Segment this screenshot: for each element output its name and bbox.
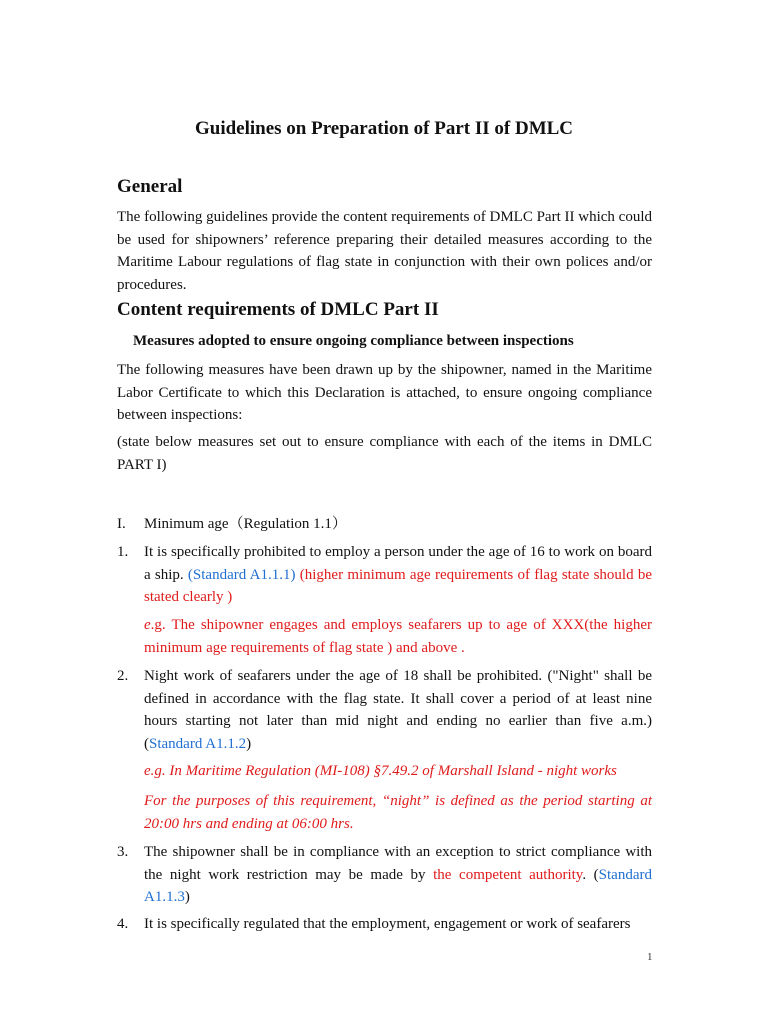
item-1-body: It is specifically prohibited to employ a person under the age of 16 to work on board a ship. [144, 544, 652, 583]
item-2-number: 2. [117, 668, 129, 684]
content-heading: Content requirements of DMLC Part II [117, 299, 439, 320]
item-1-text [144, 541, 652, 609]
item-4-text: It is specifically regulated that the employment, engagement or work of seafarers [144, 916, 631, 932]
item-2-text [144, 665, 652, 755]
item-2-example-2: For the purposes of this requirement, “night” is defined as the period starting at 20:00 hrs and ending at 06:00 hrs. [144, 793, 652, 832]
item-2-example-1: e.g. In Maritime Regulation (MI-108) §7.49.2 of Marshall Island - night works [144, 763, 617, 779]
general-paragraph: The following guidelines provide the content requirements of DMLC Part II which could be used for shipowners’ reference preparing their detailed measures according to the Maritime Labour regulations of flag state in conjunction with their own polices and/or procedures. [117, 209, 652, 293]
item-1-number: 1. [117, 544, 129, 560]
item-3-authority: the competent authority [433, 866, 583, 883]
state-below-paragraph: (state below measures set out to ensure compliance with each of the items in DMLC PART I) [117, 434, 652, 473]
item-3-body-mid: . ( [582, 866, 599, 883]
item-4-number: 4. [117, 916, 129, 932]
item-1-example-text: .g. The shipowner engages and employs seafarers up to age of XXX(the higher minimum age requirements of flag state ) and above . [144, 617, 652, 656]
item-2-body: Night work of seafarers under the age of 18 shall be prohibited. ("Night" shall be defined in accordance with the flag state. It shall cover a period of at least nine hours starting not later than mid night and ending no earlier than five a.m.) ( [144, 668, 652, 752]
item-3-body: The shipowner shall be in compliance with an exception to strict compliance with the night work restriction may be made by [144, 844, 652, 883]
section-label: Minimum age（Regulation 1.1） [144, 516, 347, 532]
item-3-number: 3. [117, 844, 129, 860]
item-2-body-end: ) [246, 735, 252, 752]
measures-paragraph: The following measures have been drawn up by the shipowner, named in the Maritime Labor Certificate to which this Declaration is attached, to ensure ongoing compliance between inspections: [117, 362, 652, 423]
document-title: Guidelines on Preparation of Part II of DMLC [194, 118, 574, 139]
page-number: 1 [647, 951, 653, 963]
item-3-body-end: ) [184, 889, 190, 905]
item-1-standard-ref: (Standard A1.1.1) [187, 566, 296, 583]
general-heading: General [117, 176, 183, 197]
item-3-text [144, 841, 652, 909]
item-2-standard-ref: Standard A1.1.2 [149, 735, 247, 752]
item-1-example [144, 614, 652, 659]
section-number: I. [117, 516, 126, 532]
item-3-standard-ref: Standard A1.1.3 [144, 866, 652, 905]
item-1-flag-note: (higher minimum age requirements of flag state should be stated clearly ) [144, 566, 652, 605]
measures-subheading: Measures adopted to ensure ongoing compliance between inspections [133, 333, 574, 349]
item-1-example-eg: e [144, 617, 151, 633]
